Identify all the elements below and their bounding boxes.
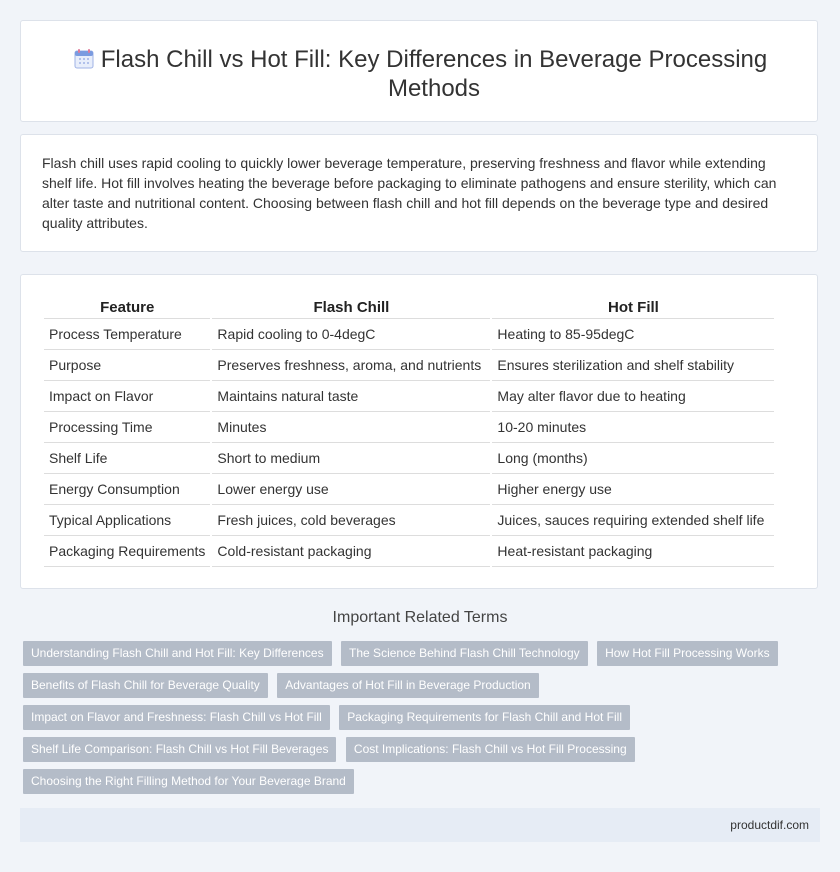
flash-chill-cell: Lower energy use — [212, 474, 490, 505]
footer — [20, 808, 820, 842]
table-row — [44, 536, 774, 567]
footer-site-link[interactable]: productdif.com — [730, 818, 809, 832]
table-row — [44, 381, 774, 412]
hot-fill-cell: 10-20 minutes — [492, 412, 774, 443]
flash-chill-cell: Cold-resistant packaging — [212, 536, 490, 567]
related-term-link[interactable]: Cost Implications: Flash Chill vs Hot Fill Processing — [346, 737, 635, 762]
related-terms-list — [23, 641, 803, 801]
hot-fill-cell: Higher energy use — [492, 474, 774, 505]
header-hot-fill: Hot Fill — [492, 297, 774, 319]
feature-cell: Processing Time — [44, 412, 210, 443]
flash-chill-cell: Maintains natural taste — [212, 381, 490, 412]
related-term-link[interactable]: Impact on Flavor and Freshness: Flash Chill vs Hot Fill — [23, 705, 330, 730]
flash-chill-cell: Minutes — [212, 412, 490, 443]
table-row — [44, 319, 774, 350]
feature-cell: Purpose — [44, 350, 210, 381]
feature-cell: Impact on Flavor — [44, 381, 210, 412]
header-feature: Feature — [44, 297, 210, 319]
hot-fill-cell: Ensures sterilization and shelf stability — [492, 350, 774, 381]
hot-fill-cell: Heating to 85-95degC — [492, 319, 774, 350]
flash-chill-cell: Fresh juices, cold beverages — [212, 505, 490, 536]
related-term-link[interactable]: Benefits of Flash Chill for Beverage Quality — [23, 673, 268, 698]
hot-fill-cell: Juices, sauces requiring extended shelf life — [492, 505, 774, 536]
header-flash-chill: Flash Chill — [212, 297, 490, 319]
hot-fill-cell: Long (months) — [492, 443, 774, 474]
table-row — [44, 474, 774, 505]
feature-cell: Energy Consumption — [44, 474, 210, 505]
flash-chill-cell: Short to medium — [212, 443, 490, 474]
table-row — [44, 350, 774, 381]
related-term-link[interactable]: Shelf Life Comparison: Flash Chill vs Hot Fill Beverages — [23, 737, 336, 762]
comparison-card — [20, 274, 818, 589]
page-title: Flash Chill vs Hot Fill: Key Differences in Beverage Processing Methods — [100, 46, 768, 102]
related-term-link[interactable]: How Hot Fill Processing Works — [597, 641, 777, 666]
related-terms-title: Important Related Terms — [332, 609, 508, 626]
related-term-link[interactable]: Choosing the Right Filling Method for Your Beverage Brand — [23, 769, 354, 794]
related-term-link[interactable]: Advantages of Hot Fill in Beverage Production — [277, 673, 538, 698]
feature-cell: Shelf Life — [44, 443, 210, 474]
intro-card — [20, 134, 818, 252]
feature-cell: Process Temperature — [44, 319, 210, 350]
comparison-table — [42, 297, 776, 567]
hot-fill-cell: Heat-resistant packaging — [492, 536, 774, 567]
table-row — [44, 412, 774, 443]
flash-chill-cell: Preserves freshness, aroma, and nutrients — [212, 350, 490, 381]
hot-fill-cell: May alter flavor due to heating — [492, 381, 774, 412]
feature-cell: Typical Applications — [44, 505, 210, 536]
related-term-link[interactable]: Packaging Requirements for Flash Chill and Hot Fill — [339, 705, 630, 730]
related-term-link[interactable]: The Science Behind Flash Chill Technology — [341, 641, 588, 666]
flash-chill-cell: Rapid cooling to 0-4degC — [212, 319, 490, 350]
table-row — [44, 505, 774, 536]
header-card — [20, 20, 818, 122]
intro-paragraph: Flash chill uses rapid cooling to quickly lower beverage temperature, preserving freshness and flavor while extending shelf life. Hot fill involves heating the beverage before packaging to eliminate pathogens and ensure sterility, which can alter taste and nutritional content. Choosing between flash chill and hot fill depends on the beverage type and desired quality attributes. — [42, 155, 777, 231]
related-term-link[interactable]: Understanding Flash Chill and Hot Fill: Key Differences — [23, 641, 332, 666]
feature-cell: Packaging Requirements — [44, 536, 210, 567]
table-header-row — [44, 297, 774, 319]
table-row — [44, 443, 774, 474]
